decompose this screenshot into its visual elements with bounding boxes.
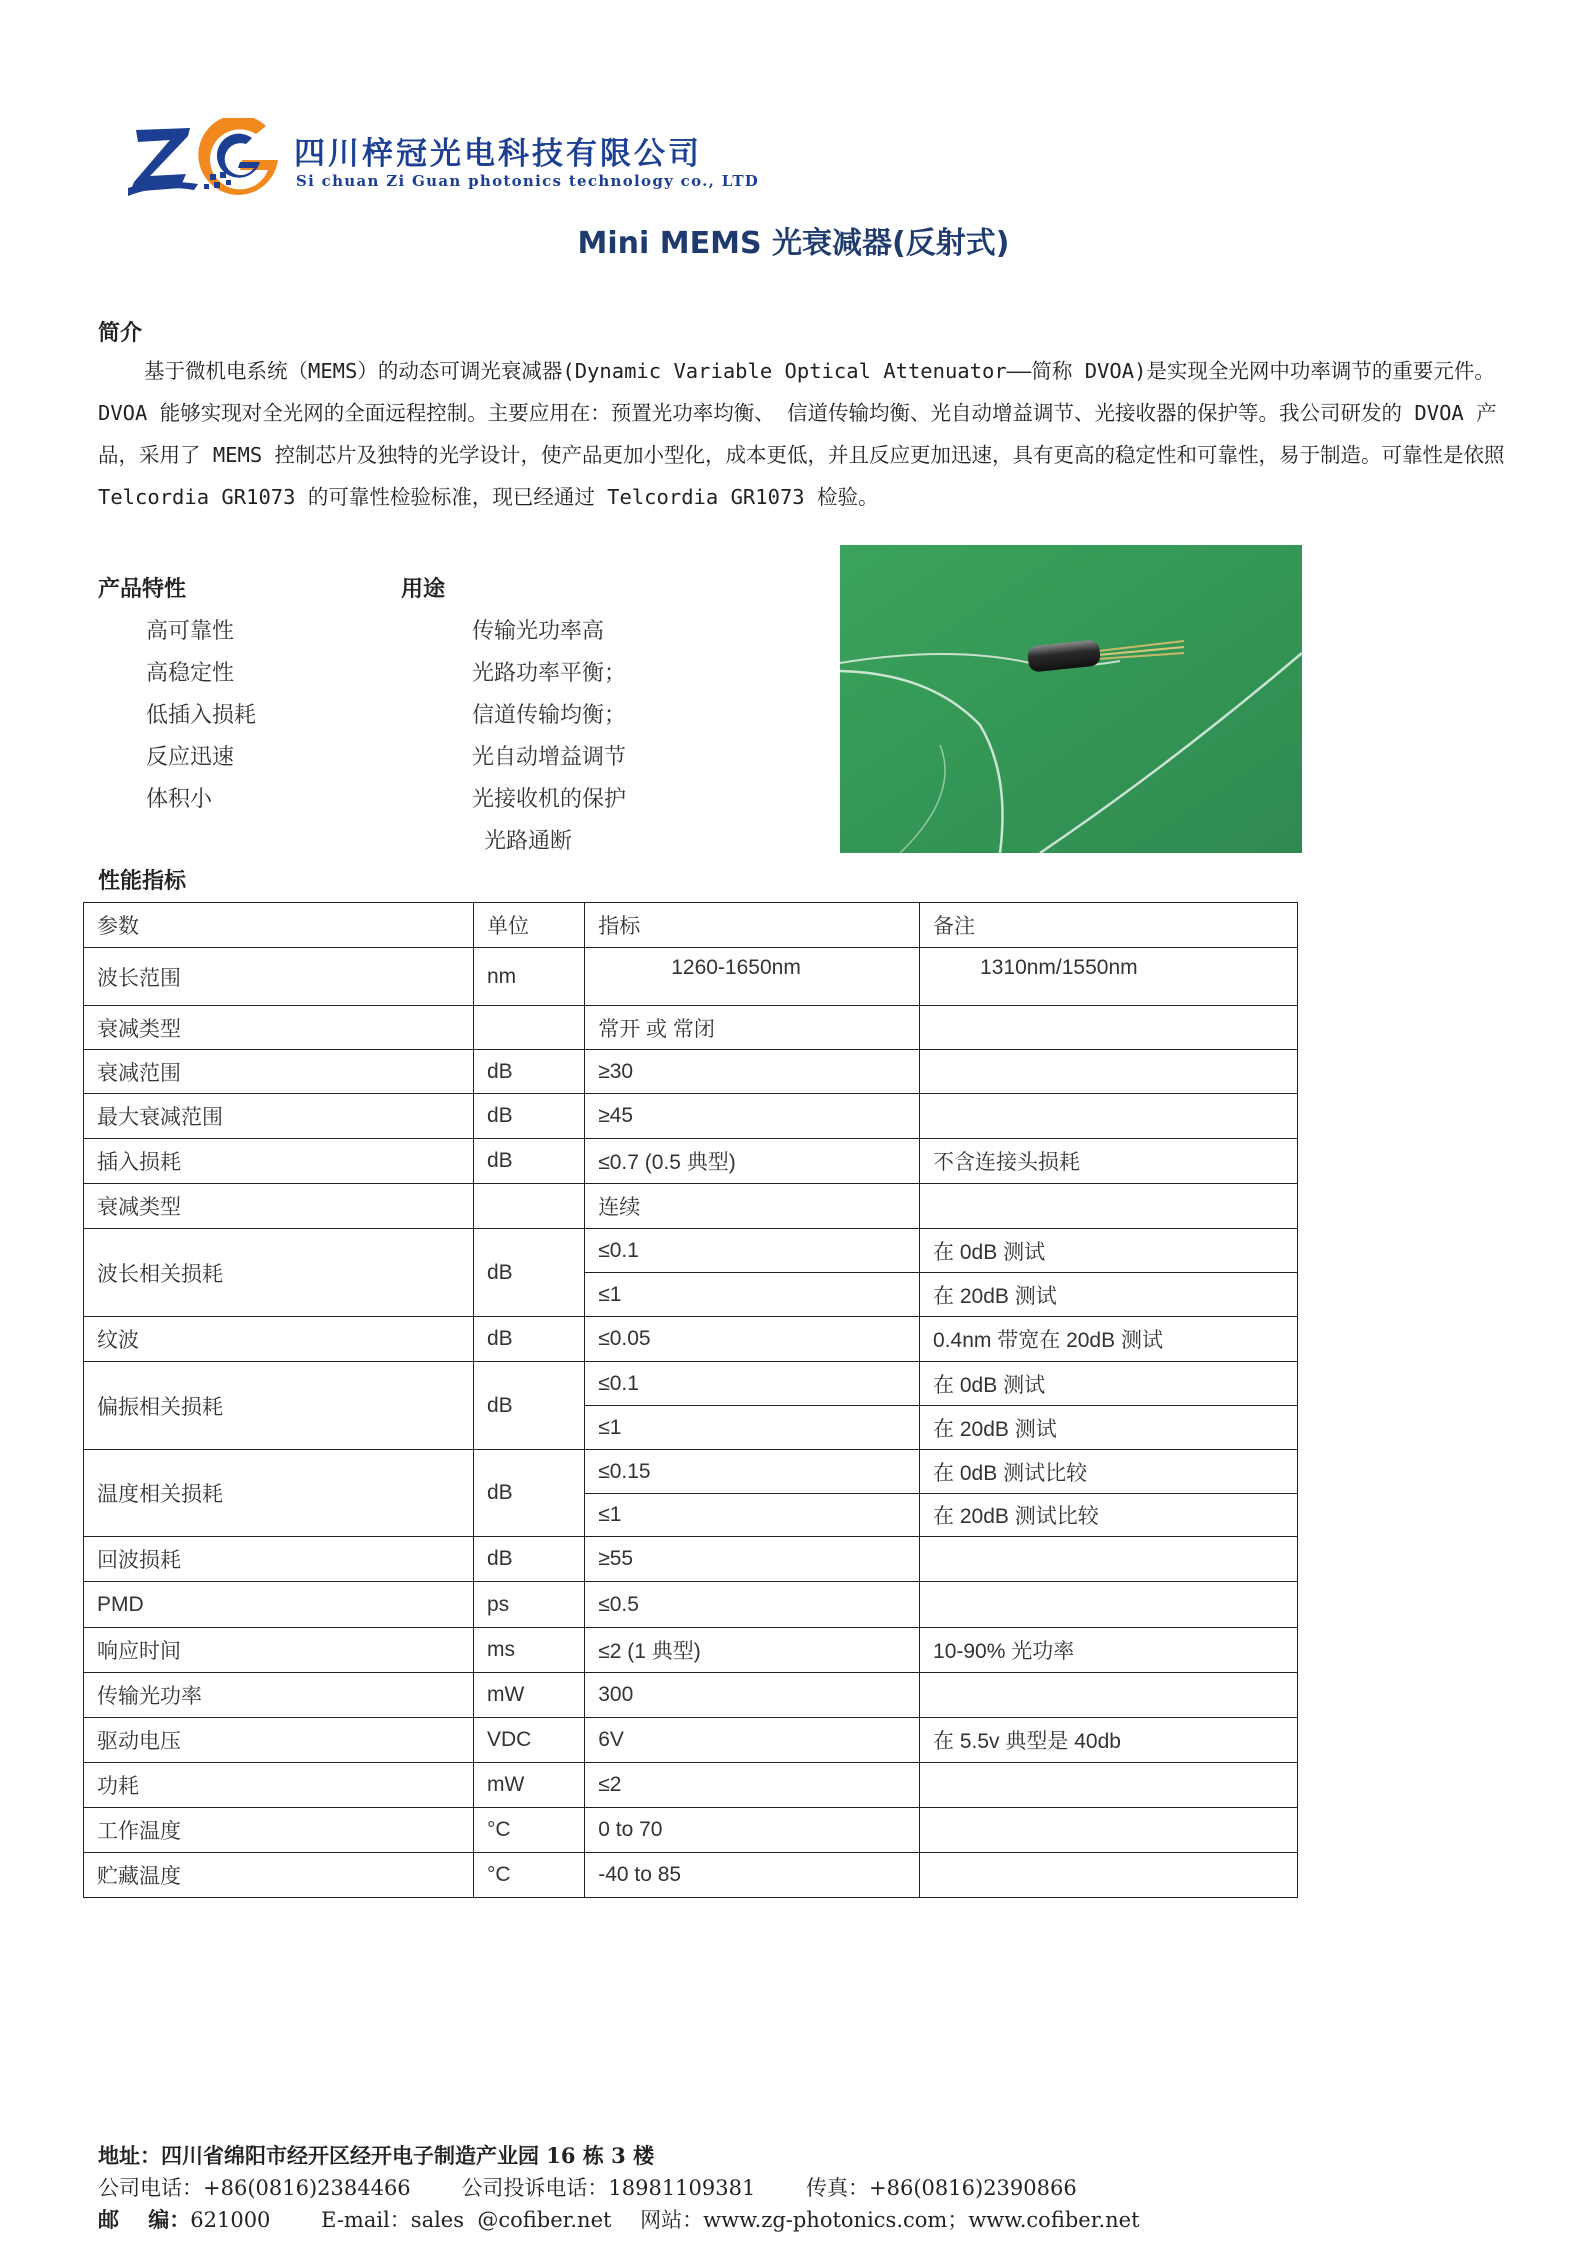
value-cell: ≤1 [585,1494,920,1537]
use-item: 光接收机的保护 [472,787,627,812]
use-item: 光自动增益调节 [472,745,627,770]
note-cell [920,1763,1298,1808]
footer-address-line [98,2140,1140,2172]
feature-item: 体积小 [146,787,213,812]
value-cell: ≥55 [585,1537,920,1582]
note-cell: 0.4nm 带宽在 20dB 测试 [920,1317,1298,1362]
unit-cell: mW [473,1763,584,1808]
value-cell: ≤0.1 [585,1362,920,1406]
address-value: 四川省绵阳市经开区经开电子制造产业园 16 栋 3 楼 [161,2143,655,2168]
unit-cell: ps [473,1582,584,1628]
table-row [84,1139,1298,1184]
table-row [84,1673,1298,1718]
specs-heading: 性能指标 [98,869,187,894]
table-row [84,1184,1298,1229]
unit-cell: dB [473,1139,584,1184]
param-cell: 波长范围 [84,948,474,1006]
company-logo [128,118,768,198]
table-header-row [84,903,1298,948]
note-cell [920,1184,1298,1229]
unit-cell: dB [473,1362,584,1450]
note-cell: 1310nm/1550nm [920,948,1298,1006]
value-cell: ≤0.05 [585,1317,920,1362]
param-cell: 衰减类型 [84,1184,474,1229]
web-label: 网站： [640,2208,704,2232]
value-cell: ≤1 [585,1406,920,1450]
footer-web-line [98,2204,1140,2236]
value-cell: ≥45 [585,1094,920,1139]
unit-cell: dB [473,1537,584,1582]
param-cell: 波长相关损耗 [84,1229,474,1317]
param-cell: 插入损耗 [84,1139,474,1184]
use-item: 信道传输均衡； [472,703,627,728]
value-cell: 常开 或 常闭 [585,1006,920,1050]
note-cell [920,1673,1298,1718]
table-row [84,1808,1298,1853]
value-cell: -40 to 85 [585,1853,920,1898]
param-cell: 衰减范围 [84,1050,474,1094]
email-link[interactable]: sales @cofiber.net [410,2208,612,2232]
table-row [84,1763,1298,1808]
note-cell: 10-90% 光功率 [920,1628,1298,1673]
use-item: 光路通断 [484,829,573,854]
unit-cell: dB [473,1229,584,1317]
use-item: 传输光功率高 [472,619,605,644]
product-photo [840,545,1302,853]
footer-contact [98,2140,1140,2236]
spec-table [83,902,1298,1898]
table-row [84,1628,1298,1673]
note-cell [920,1853,1298,1898]
uses-heading: 用途 [401,577,446,602]
table-row [84,948,1298,1006]
unit-cell [473,1006,584,1050]
value-cell: 1260-1650nm [585,948,920,1006]
phone-value: +86(0816)2384466 [203,2176,411,2200]
param-cell: 驱动电压 [84,1718,474,1763]
feature-item: 反应迅速 [146,745,235,770]
param-cell: 工作温度 [84,1808,474,1853]
note-cell: 不含连接头损耗 [920,1139,1298,1184]
table-row [84,1537,1298,1582]
table-row [84,1450,1298,1494]
unit-cell: dB [473,1450,584,1537]
footer-phone-line [98,2172,1140,2204]
value-cell: ≤0.7 (0.5 典型) [585,1139,920,1184]
unit-cell: °C [473,1808,584,1853]
company-name-en: Si chuan Zi Guan photonics technology co., LTD [296,172,760,190]
zip-label: 邮 编： [98,2207,191,2232]
note-cell [920,1808,1298,1853]
features-heading: 产品特性 [98,577,187,602]
note-cell: 在 20dB 测试比较 [920,1494,1298,1537]
zg-logo-icon [128,118,288,198]
unit-cell: dB [473,1317,584,1362]
param-cell: 响应时间 [84,1628,474,1673]
param-cell: PMD [84,1582,474,1628]
value-cell: ≤1 [585,1273,920,1317]
param-cell: 回波损耗 [84,1537,474,1582]
unit-cell: ms [473,1628,584,1673]
email-label: E-mail： [321,2208,411,2232]
unit-cell: dB [473,1050,584,1094]
unit-cell: mW [473,1673,584,1718]
table-row [84,1006,1298,1050]
fax-value: +86(0816)2390866 [869,2176,1077,2200]
header-cell: 指标 [585,903,920,948]
value-cell: 0 to 70 [585,1808,920,1853]
note-cell: 在 5.5v 典型是 40db [920,1718,1298,1763]
fax-label: 传真： [806,2176,870,2200]
document-title: Mini MEMS 光衰减器(反射式) [577,226,1010,261]
value-cell: ≤0.1 [585,1229,920,1273]
unit-cell: °C [473,1853,584,1898]
value-cell: ≥30 [585,1050,920,1094]
table-row [84,1853,1298,1898]
feature-item: 低插入损耗 [146,703,257,728]
table-row [84,1582,1298,1628]
param-cell: 传输光功率 [84,1673,474,1718]
complaint-value: 18981109381 [608,2176,756,2200]
param-cell: 贮藏温度 [84,1853,474,1898]
complaint-label: 公司投诉电话： [461,2176,609,2200]
feature-item: 高可靠性 [146,619,235,644]
use-item: 光路功率平衡； [472,661,627,686]
note-cell [920,1050,1298,1094]
table-row [84,1362,1298,1406]
param-cell: 最大衰减范围 [84,1094,474,1139]
address-label: 地址： [98,2143,161,2168]
table-row [84,1050,1298,1094]
unit-cell: nm [473,948,584,1006]
note-cell: 在 0dB 测试 [920,1229,1298,1273]
unit-cell: VDC [473,1718,584,1763]
table-row [84,1229,1298,1273]
note-cell [920,1582,1298,1628]
value-cell: 300 [585,1673,920,1718]
note-cell: 在 20dB 测试 [920,1273,1298,1317]
website-link[interactable]: www.zg-photonics.com；www.cofiber.net [703,2208,1140,2232]
note-cell [920,1537,1298,1582]
note-cell: 在 0dB 测试 [920,1362,1298,1406]
table-row [84,1094,1298,1139]
value-cell: ≤2 (1 典型) [585,1628,920,1673]
note-cell: 在 0dB 测试比较 [920,1450,1298,1494]
note-cell [920,1094,1298,1139]
intro-paragraph: 基于微机电系统（MEMS）的动态可调光衰减器(Dynamic Variable Optical Attenuator——简称 DVOA)是实现全光网中功率调节的重要元件。 DVOA 能够实现对全光网的全面远程控制。主要应用在：预置光功率均衡、 信道传输均衡、光自动增益调节、光接收器的保护等。我公司研发的 DVOA 产品，采用了 MEMS 控制芯片及独特的光学设计，使产品更加小型化，成本更低，并且反应更加迅速，具有更高的稳定性和可靠性，易于制造。可靠性是依照 Telcordia GR1073 的可靠性检验标准，现已经通过 Telcordia GR1073 检验。 [98,359,1505,509]
param-cell: 衰减类型 [84,1006,474,1050]
table-row [84,1317,1298,1362]
feature-item: 高稳定性 [146,661,235,686]
intro-heading: 简介 [98,321,143,346]
note-cell: 在 20dB 测试 [920,1406,1298,1450]
param-cell: 纹波 [84,1317,474,1362]
param-cell: 偏振相关损耗 [84,1362,474,1450]
header-cell: 单位 [473,903,584,948]
note-cell [920,1006,1298,1050]
zip-value: 621000 [190,2208,271,2232]
value-cell: 6V [585,1718,920,1763]
company-name-cn: 四川梓冠光电科技有限公司 [294,136,702,172]
param-cell: 温度相关损耗 [84,1450,474,1537]
table-row [84,1718,1298,1763]
header-cell: 参数 [84,903,474,948]
value-cell: ≤2 [585,1763,920,1808]
value-cell: 连续 [585,1184,920,1229]
param-cell: 功耗 [84,1763,474,1808]
value-cell: ≤0.15 [585,1450,920,1494]
header-cell: 备注 [920,903,1298,948]
value-cell: ≤0.5 [585,1582,920,1628]
phone-label: 公司电话： [98,2176,203,2200]
unit-cell: dB [473,1094,584,1139]
unit-cell [473,1184,584,1229]
